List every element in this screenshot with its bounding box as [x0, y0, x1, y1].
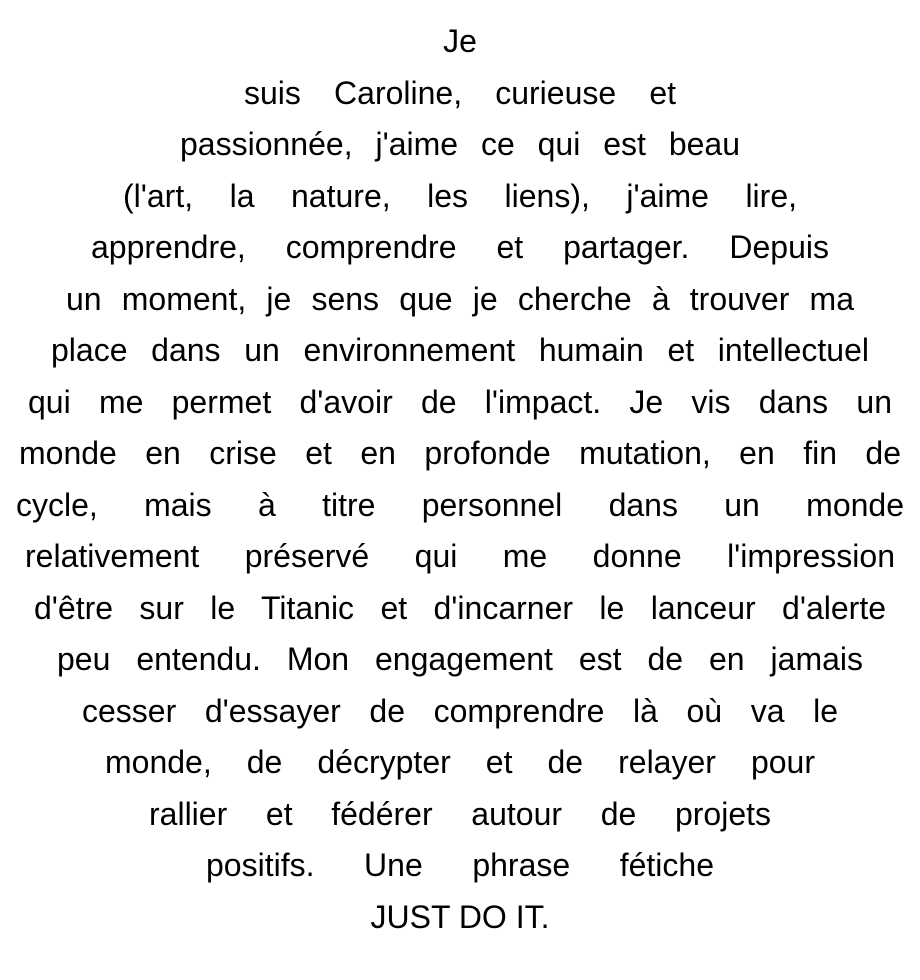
- text-line: relativement préservé qui me donne l'impression: [25, 538, 895, 574]
- text-line: monde en crise et en profonde mutation, en fin de: [19, 435, 901, 471]
- text-line: passionnée, j'aime ce qui est beau: [180, 126, 740, 162]
- text-line: positifs. Une phrase fétiche: [206, 847, 714, 883]
- text-line: un moment, je sens que je cherche à trouver ma: [66, 280, 854, 317]
- text-line: rallier et fédérer autour de projets: [149, 795, 771, 832]
- text-line: Je: [443, 23, 477, 59]
- text-line: cesser d'essayer de comprendre là où va le: [82, 692, 838, 729]
- text-line: monde, de décrypter et de relayer pour: [105, 744, 815, 780]
- text-line: (l'art, la nature, les liens), j'aime lire,: [123, 177, 797, 214]
- text-line: cycle, mais à titre personnel dans un monde: [16, 486, 904, 523]
- text-line: peu entendu. Mon engagement est de en jamais: [57, 641, 863, 677]
- text-line: d'être sur le Titanic et d'incarner le lanceur d'alerte: [34, 589, 886, 626]
- text-line: JUST DO IT.: [370, 898, 550, 935]
- text-line: suis Caroline, curieuse et: [244, 74, 676, 111]
- text-line: place dans un environnement humain et intellectuel: [51, 332, 869, 368]
- text-line: qui me permet d'avoir de l'impact. Je vis dans un: [28, 383, 892, 420]
- text-line: apprendre, comprendre et partager. Depuis: [91, 229, 829, 265]
- centered-paragraph: [0, 16, 920, 943]
